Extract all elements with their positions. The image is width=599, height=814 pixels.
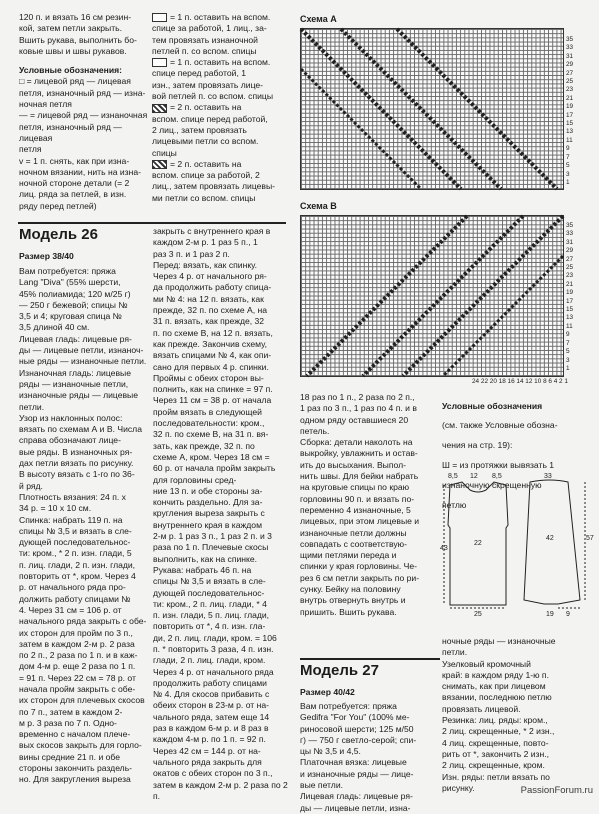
text-line: окатов с обеих сторон по 3 п., <box>153 768 273 779</box>
model-27-size: Размер 40/42 <box>300 687 355 697</box>
text-line: риносовой шерсти; 125 м/50 <box>300 723 414 734</box>
label: 8,5 <box>492 473 502 480</box>
text-line: 60 р. от начала пройм закрыть <box>153 463 276 474</box>
text-line: чального ряда, затем еще 14 <box>153 711 270 722</box>
text-line: В высоту вязать с 1-го по 36- <box>19 469 135 480</box>
text-line: вязать по схемам А и В. Числа <box>19 424 142 435</box>
label: 9 <box>566 611 570 618</box>
text-line: прежде, 32 п. по схеме А, на <box>153 305 268 316</box>
text-line: п. лиц. глади, 2 п. изн. глади, <box>19 559 136 570</box>
label: 12 <box>470 473 478 480</box>
text-line: каждом 2-м р. 1 раз 5 п., 1 <box>153 237 258 248</box>
text-line: продолжить работу спицами <box>153 677 267 688</box>
text-line: дующей последовательнос- <box>19 537 131 548</box>
text-line: Ш = из протяжки вывязать 1 <box>442 460 555 471</box>
text-line: 4 лиц. скрещенные, повто- <box>442 737 549 748</box>
text-line: ми петли со вспом. спицы <box>152 192 256 203</box>
text-line: ночные ряды — изнаночные <box>442 636 556 646</box>
text-line: обеих сторон в 23-м р. от на- <box>153 700 270 711</box>
site-watermark: PassionForum.ru <box>520 785 593 796</box>
text-line: Через 4 р. от начального ря- <box>153 271 267 282</box>
text-line: вспом. спице за работой, 2 <box>152 170 260 181</box>
text-line: вых скосов закрыть для горло- <box>19 740 142 751</box>
text-line: сано для первых 4 р. спинки. <box>153 361 269 372</box>
text-line: затем в каждом 2-м р. 2 раза <box>19 638 135 649</box>
text-line: Через 4 р. от начального ряда <box>153 666 274 677</box>
cable-right-icon <box>152 160 167 169</box>
text-line: ные ряды — изнаночные петли. <box>19 356 147 367</box>
text-line: Лицевая гладь: лицевые ря- <box>300 791 413 802</box>
text-line: кой, затем петли закрыть. <box>19 23 122 34</box>
text-line: й ряд. <box>19 480 43 491</box>
text-line: чального ряда закрыть для <box>153 756 262 767</box>
text-line: ковые швы и швы рукавов. <box>19 45 127 56</box>
text-line: ми № 4: на 12 п. вязать, как <box>153 293 264 304</box>
text-line: (см. также Условные обозна- <box>442 420 558 431</box>
text-line: 31 п. вязать, как прежде, 32 <box>153 316 265 327</box>
label: 22 <box>474 540 482 547</box>
text-line: как прежде. Закончив схему, <box>153 338 267 349</box>
text-line: Плотность вязания: 24 п. х <box>19 491 126 502</box>
text-line: ночной стороне детали (= 2 <box>19 178 130 189</box>
text-line: снимать, как при лицевом <box>442 681 546 692</box>
text-line: петли. <box>442 647 468 658</box>
text-line: петля, изнаночный ряд — лицевая <box>19 121 122 143</box>
text-line: ряды — изнаночные петли, <box>19 378 129 389</box>
text-line: дах петли вязать по рисунку. <box>19 458 134 469</box>
text-line: но. Для закругления выреза <box>19 774 131 785</box>
text-line: Узелковый кромочный <box>442 658 531 669</box>
text-line: изнаночные ряды — лицевые <box>19 390 139 401</box>
cross-right-icon <box>152 13 167 22</box>
text-line: Изнаночная гладь: лицевые <box>19 367 131 378</box>
text-line: = 1 п. оставить на вспом. <box>170 57 271 68</box>
text-line: спицы № 3,5 и вязать в сле- <box>153 576 266 587</box>
text-line: пройм вязать в следующей <box>153 406 262 417</box>
scheme-b-row-numbers: 35 33 31 29 27 25 23 21 19 17 15 13 11 9 7 5 3 1 <box>566 222 574 372</box>
label: 33 <box>544 473 552 480</box>
legend-title: Условные обозначения: <box>19 65 122 76</box>
text-line: Сборка: детали наколоть на <box>300 437 413 448</box>
scheme-a-row-numbers: 35 33 31 29 27 25 23 21 19 17 15 13 11 9 7 5 3 1 <box>566 36 574 186</box>
text-line: 2 лиц., затем провязать <box>152 124 247 135</box>
text-line: вязать спицами № 4, как опи- <box>153 350 272 361</box>
text-line: Изн. ряды: петли вязать по <box>442 771 550 782</box>
label: 43 <box>440 545 448 552</box>
model-26-col2 <box>153 226 291 802</box>
text-line: п. по схеме В, на 12 п. вязать, <box>153 327 273 338</box>
text-line: вины средние 21 п. и обе <box>19 751 121 762</box>
text-line: ды — лицевые петли, изна- <box>300 802 411 813</box>
text-line: Через 42 см = 144 р. от на- <box>153 745 261 756</box>
text-line: ночном вязании, нить на изна- <box>19 166 141 177</box>
text-line: сунку. Бейку на половину <box>300 584 401 595</box>
text-line: петля, изнаночный ряд — изна- <box>19 87 146 98</box>
text-line: последовательности: кром., <box>153 418 265 429</box>
text-line: должить работу спицами № <box>19 593 131 604</box>
text-line: зать, как прежде, 32 п. по <box>153 440 255 451</box>
text-line: рить от *, закончить 2 изн., <box>442 748 550 759</box>
text-line: чения на стр. 19): <box>442 440 513 451</box>
text-line: ды — лицевые петли, изнаноч- <box>19 345 144 356</box>
text-line: изнаночные петли должны <box>300 527 407 538</box>
text-line: Спинка: набрать 119 п. на <box>19 514 123 525</box>
text-line: стороны закончить раздель- <box>19 763 133 774</box>
cable-left-icon <box>152 104 167 113</box>
model-26-size: Размер 38/40 <box>19 251 74 261</box>
text-line: вспом. спице перед работой, <box>152 113 268 124</box>
text-line: петля <box>19 144 42 155</box>
text-line: Узор из наклонных полос: <box>19 412 123 423</box>
text-line: 120 п. и вязать 16 см резин- <box>19 12 132 22</box>
text-line: совпадать с соответствую- <box>300 538 407 549</box>
text-line: □ = лицевой ряд — лицевая <box>19 76 131 87</box>
text-line: цы № 3,5 и 4,5. <box>300 746 361 757</box>
text-line: Вшить рукава, выполнить бо- <box>19 34 137 45</box>
text-line: спинки у края горловины. Че- <box>300 561 418 572</box>
label: 42 <box>546 535 554 542</box>
divider <box>18 222 286 224</box>
text-line: петель. <box>300 425 330 436</box>
text-line: 2 лиц. скрещенные, * 2 изн., <box>442 726 555 737</box>
text-line: выполнить, как на спинке. <box>153 553 258 564</box>
label: 19 <box>546 611 554 618</box>
text-line: ряду перед петлей) <box>19 200 97 211</box>
text-line: схеме А, кром. Через 18 см = <box>153 451 270 462</box>
text-line: лиц., затем провязать лицевы- <box>152 181 276 192</box>
scheme-a-grid <box>300 28 564 190</box>
text-line: Рукава: набрать 46 п. на <box>153 564 252 575</box>
text-line: — 250 г бежевой; спицы № <box>19 299 128 310</box>
model-27-col-right <box>442 636 590 794</box>
text-line: Вам потребуется: пряжа <box>300 701 397 711</box>
text-line: = 91 п. Через 22 см = 78 р. от <box>19 672 136 683</box>
text-line: Lang "Diva" (55% шерсти, <box>19 277 121 288</box>
model-27-col <box>300 701 440 814</box>
text-line: раза по 1 п. Плечевые скосы <box>153 542 269 553</box>
text-line: начала пройм закрыть с обе- <box>19 683 136 694</box>
text-line: рисунку. <box>442 782 475 793</box>
model-26-col1 <box>19 266 151 786</box>
legend-b-title: Условные обозначения <box>442 400 543 411</box>
text-line: 4. Через 31 см = 106 р. от <box>19 604 122 615</box>
text-line: край: в каждом ряду 1-ю п. <box>442 669 549 680</box>
text-line: нить швы. Для бейки набрать <box>300 471 419 482</box>
cross-left-icon <box>152 58 167 67</box>
text-line: затем в каждом 2-м р. 2 раза по 2 п. <box>153 779 288 801</box>
text-line: спицы <box>152 147 177 158</box>
text-line: 45% полиамида; 120 м/25 г) <box>19 288 131 299</box>
text-line: Проймы с обеих сторон вы- <box>153 372 264 383</box>
text-line: пришить. Вшить рукава. <box>300 606 397 617</box>
text-line: раз в каждом 6-м р. и 8 раз в <box>153 723 269 734</box>
text-line: 18 раз по 1 п., 2 раза по 2 п., <box>300 392 415 402</box>
text-line: ние 13 п. и обе стороны за- <box>153 485 263 496</box>
text-line: по 2 п., 2 раза по 1 п. и в каж- <box>19 650 138 661</box>
text-line: Лицевая гладь: лицевые ря- <box>19 333 132 344</box>
text-line: глади, 2 п. лиц. глади, кром. <box>153 655 266 666</box>
text-line: внутрь отвернуть внутрь и <box>300 595 406 606</box>
top-mid-legend <box>152 12 292 204</box>
text-line: v = 1 п. снять, как при изна- <box>19 155 130 166</box>
text-line: полнить, как на спинке = 97 п. <box>153 384 273 395</box>
text-line: справа обозначают лице- <box>19 435 121 446</box>
text-line: кругления выреза закрыть с <box>153 508 265 519</box>
text-line: ти: кром., * 2 п. изн. глади, 5 <box>19 548 132 559</box>
text-line: раз 3 п. и 1 раз 2 п. <box>153 248 230 259</box>
text-line: петли. <box>19 401 45 412</box>
text-line: Платочная вязка: лицевые <box>300 757 407 768</box>
pattern-schematic <box>440 470 594 618</box>
text-line: изнаночную скрещенную <box>442 480 542 491</box>
text-line: петлю <box>442 500 467 511</box>
text-line: вой петлей п. со вспом. спицы <box>152 91 274 102</box>
sleeve-outline <box>524 480 580 604</box>
text-line: № 4. Для скосов прибавить с <box>153 689 270 700</box>
text-line: 34 р. = 10 х 10 см. <box>19 503 92 514</box>
scheme-a-title: Схема А <box>300 14 337 24</box>
text-line: горловины 90 п. и вязать по- <box>300 493 415 504</box>
text-line: лицевых, при этом лицевые и <box>300 516 420 527</box>
model-26-title: Модель 26 <box>19 226 98 243</box>
text-line: вые петли. <box>300 780 344 791</box>
text-line: да продолжить работу спица- <box>153 282 272 293</box>
text-line: Резинка: лиц. ряды: кром., <box>442 715 548 726</box>
text-line: = 2 п. оставить на <box>170 102 242 113</box>
text-line: щими петлями переда и <box>300 550 397 561</box>
text-line: каждом 4-м р. по 1 п. = 92 п. <box>153 734 266 745</box>
text-line: вязании, последнюю петлю <box>442 692 552 703</box>
text-line: повторить от *, 4 п. изн. гла- <box>153 621 266 632</box>
text-line: изн., затем провязать лице- <box>152 79 264 90</box>
text-line: 3,5 длиной 40 см. <box>19 322 90 333</box>
text-line: дующей последовательнос- <box>153 587 265 598</box>
text-line: Перед: вязать, как спинку. <box>153 259 258 270</box>
scheme-b-title: Схема B <box>300 201 337 211</box>
text-line: ти: кром., 2 п. лиц. глади, * 4 <box>153 598 267 609</box>
divider <box>300 658 440 660</box>
text-line: лиц. ряда за петлей, в изн. <box>19 189 127 200</box>
text-line: р. от начального ряда про- <box>19 582 126 593</box>
top-left-text <box>19 12 149 212</box>
label: 25 <box>474 611 482 618</box>
text-line: выкройку, увлажнить и остав- <box>300 448 418 459</box>
text-line: повторить от *, кром. Через 4 <box>19 571 136 582</box>
text-line: спицы № 3,5 и вязать в сле- <box>19 525 132 536</box>
text-line: 3,5 и 4; круговая спица № <box>19 311 122 322</box>
text-line: Вам потребуется: пряжа <box>19 266 116 276</box>
text-line: Через 11 см = 38 р. от начала <box>153 395 272 406</box>
text-line: для горловины сред- <box>153 474 237 485</box>
text-line: 2-м р. 1 раз 3 п., 1 раз 2 п. и 3 <box>153 531 272 542</box>
text-line: спице перед работой, 1 <box>152 68 246 79</box>
text-line: = 1 п. оставить на вспом. <box>170 12 271 22</box>
text-line: начального ряда закрыть с обе- <box>19 616 147 627</box>
text-line: вые ряды. В изнаночных ря- <box>19 446 133 457</box>
text-line: внутреннего края в каждом <box>153 519 262 530</box>
text-line: петлей п. со вспом. спицы <box>152 45 257 56</box>
text-line: их сторон для пройм по 3 п., <box>19 627 133 638</box>
text-line: ночная петля <box>19 99 72 110</box>
text-line: 32 п. по схеме В, на 31 п. вя- <box>153 429 269 440</box>
text-line: на круговые спицы по краю <box>300 482 410 493</box>
scheme-b-diagonals <box>301 216 563 376</box>
text-line: временно с началом плече- <box>19 729 131 740</box>
text-line: ди, 2 п. лиц. глади, кром. = 106 <box>153 632 277 643</box>
scheme-a-diagonals <box>301 29 563 189</box>
text-line: закрыть с внутреннего края в <box>153 226 271 236</box>
scheme-b-col-numbers: 24 22 20 18 16 14 12 10 8 6 4 2 1 <box>472 378 568 385</box>
text-line: п. * повторить 3 раза, 4 п. изн. <box>153 643 274 654</box>
text-line: — = лицевой ряд — изнаночная <box>19 110 148 121</box>
model-26-col3 <box>300 392 440 618</box>
text-line: 1 раз по 3 п., 1 раз по 4 п. и в <box>300 403 417 414</box>
text-line: по 7 п., затем в каждом 2- <box>19 706 123 717</box>
text-line: провязать лицевой. <box>442 703 521 714</box>
label: 8,5 <box>448 473 458 480</box>
text-line: переменно 4 изнаночные, 5 <box>300 504 411 515</box>
text-line: = 2 п. оставить на <box>170 158 242 169</box>
text-line: дом 4-м р. еще 2 раза по 1 п. <box>19 661 136 672</box>
text-line: их сторон для плечевых скосов <box>19 695 145 706</box>
text-line: 2 лиц. скрещенные, кром. <box>442 760 545 771</box>
text-line: п. изн. глади, 5 п. лиц. глади, <box>153 610 270 621</box>
scheme-b-grid <box>300 215 564 377</box>
text-line: ить до высыхания. Выпол- <box>300 459 406 470</box>
text-line: лицевыми петли со вспом. <box>152 136 259 147</box>
text-line: Gedifra "For You" (100% ме- <box>300 712 410 723</box>
text-line: и изнаночные ряды — лице- <box>300 768 414 779</box>
text-line: кончить раздельно. Для за- <box>153 497 263 508</box>
text-line: м р. 3 раза по 7 п. Одно- <box>19 717 117 728</box>
text-line: спице за работой, 1 лиц., за- <box>152 23 267 34</box>
text-line: одном ряду оставшиеся 20 <box>300 414 409 425</box>
label: 57 <box>586 535 594 542</box>
model-27-title: Модель 27 <box>300 662 379 679</box>
text-line: тем провязать изнаночной <box>152 34 258 45</box>
text-line: рез 6 см петли закрыть по ри- <box>300 572 420 583</box>
text-line: г) — 750 г светло-серой; спи- <box>300 734 417 745</box>
